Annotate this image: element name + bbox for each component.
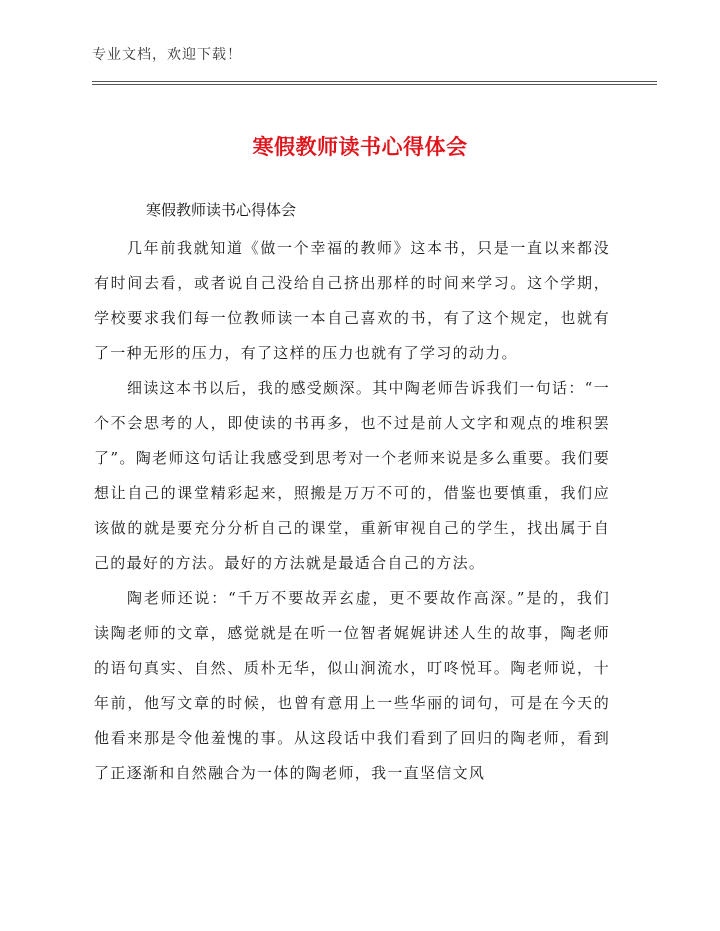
paragraph: 陶老师还说：“千万不要故弄玄虚，更不要故作高深。”是的，我们读陶老师的文章，感觉就是在听一位智者娓娓讲述人生的故事，陶老师的语句真实、自然、质朴无华，似山涧流水，叮咚悦耳。陶老师说，十年前，他写文章的时候，也曾有意用上一些华丽的词句，可是在今天的他看来那是令他羞愧的事。从这段话中我们看到了回归的陶老师，看到了正逐渐和自然融合为一体的陶老师，我一直坚信文风 — [94, 589, 610, 782]
header-divider — [92, 81, 657, 85]
document-subtitle: 寒假教师读书心得体会 — [146, 201, 297, 219]
page-header-text: 专业文档，欢迎下载！ — [92, 47, 242, 63]
document-title: 寒假教师读书心得体会 — [252, 135, 468, 159]
document-body — [94, 231, 610, 791]
paragraph: 细读这本书以后，我的感受颇深。其中陶老师告诉我们一句话：“一个不会思考的人，即使读的书再多，也不过是前人文字和观点的堆积罢了”。陶老师这句话让我感受到思考对一个老师来说是多么重要。我们要想让自己的课堂精彩起来，照搬是万万不可的，借鉴也要慎重，我们应该做的就是要充分分析自己的课堂，重新审视自己的学生，找出属于自己的最好的方法。最好的方法就是最适合自己的方法。 — [94, 379, 610, 572]
paragraph: 几年前我就知道《做一个幸福的教师》这本书，只是一直以来都没有时间去看，或者说自己没给自己挤出那样的时间来学习。这个学期，学校要求我们每一位教师读一本自己喜欢的书，有了这个规定，也就有了一种无形的压力，有了这样的压力也就有了学习的动力。 — [94, 239, 610, 362]
